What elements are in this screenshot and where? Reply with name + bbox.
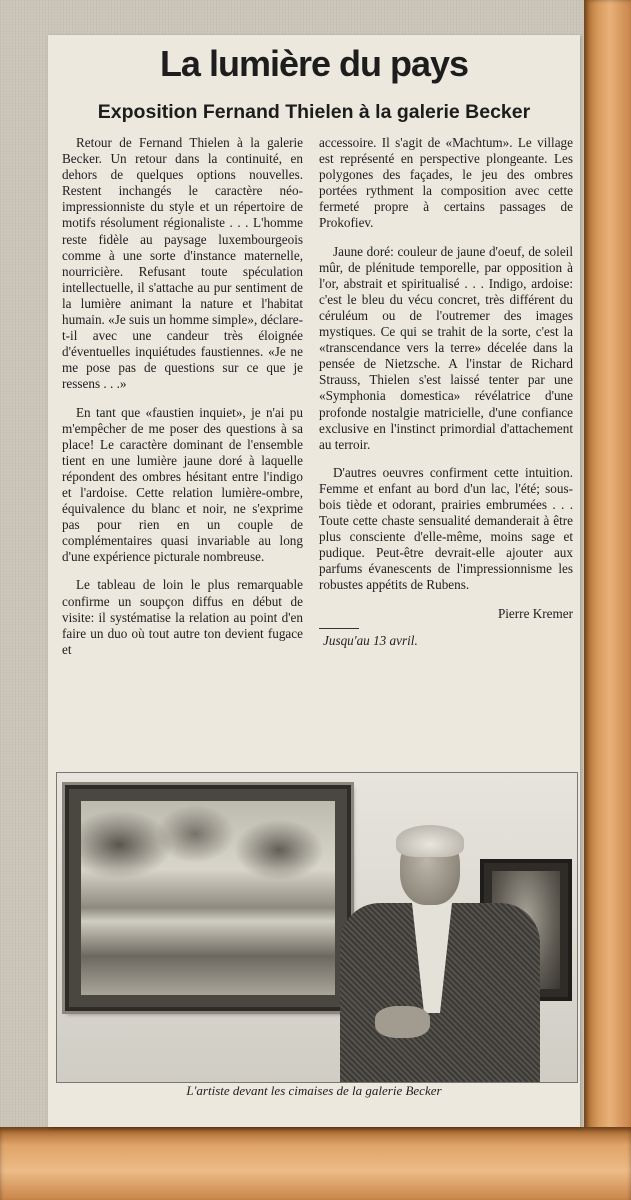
frame-right-edge bbox=[584, 0, 631, 1200]
article-photo bbox=[56, 772, 578, 1083]
article-paragraph: accessoire. Il s'agit de «Machtum». Le village est représenté en perspective plongeante. Les polygones des façades, le jeu des ombres portées rythment la composition avec cette fermeté propre à certains passages de Prokofiev. bbox=[319, 135, 573, 231]
article-subtitle: Exposition Fernand Thielen à la galerie Becker bbox=[97, 101, 531, 123]
article-paragraph: Le tableau de loin le plus remarquable confirme un soupçon diffus en début de visite: il systématise la relation au point d'en faire un duo où tout autre ton devient fugace et bbox=[62, 577, 303, 657]
exhibition-date: Jusqu'au 13 avril. bbox=[323, 632, 418, 648]
painting-canvas bbox=[81, 801, 335, 995]
photo-caption: L'artiste devant les cimaises de la galerie Becker bbox=[186, 1083, 442, 1098]
article-paragraph: Jaune doré: couleur de jaune d'oeuf, de soleil mûr, de plénitude temporelle, par opposition à l'or, abstrait et spiritualisé . . . Indigo, ardoise: c'est le bleu du vécu concret, très différent du céruléum ou de l'outremer des images mystiques. Ce qui se trahit de la sorte, c'est la «transcendance vers la terre» décelée dans la pensée de Nietzsche. A l'instar de Richard Strauss, Thielen s'est laissé tenter par une «Symphonia domestica» révélatrice d'une profonde nostalgie matricielle, d'une confiance exclusive en l'instinct primordial d'attachement au terroir. bbox=[319, 243, 573, 452]
article-column-left bbox=[62, 135, 303, 670]
divider-rule bbox=[319, 628, 359, 629]
artist-hair bbox=[396, 825, 464, 857]
artist-figure bbox=[340, 831, 540, 1081]
article-column-right bbox=[319, 135, 573, 661]
landscape-painting bbox=[65, 785, 351, 1011]
author-signature: Pierre Kremer bbox=[497, 605, 573, 621]
article-paragraph: Retour de Fernand Thielen à la galerie Becker. Un retour dans la continuité, en dehors de quelques options nouvelles. Restent inchangés le caractère néo-impressionniste du style et un répertoire de motifs résolument régionaliste . . . L'homme reste fidèle au paysage luxembourgeois comme à une sorte d'instance maternelle, nourricière. Refusant toute spéculation intellectuelle, il s'attache au pur sentiment de la lumière animant la nature et l'habitat humain. «Je suis un homme simple», déclare-t-il avec une candeur très éloignée d'éventuelles inquiétudes faustiennes. «Je ne me pose pas de questions sur ce que je ressens . . .» bbox=[62, 135, 303, 392]
article-paragraph: En tant que «faustien inquiet», je n'ai pu m'empêcher de me poser des questions à sa place! Le caractère dominant de l'ensemble tient en une lumière jaune doré à laquelle répondent des ombres hésitant entre l'indigo et l'ardoise. Cette relation lumière-ombre, équivalence du blanc et noir, ne s'exprime pas pour rien en un couple de complémentaires quasi invariable au long d'une expérience picturale nombreuse. bbox=[62, 404, 303, 565]
frame-bottom-edge bbox=[0, 1127, 631, 1200]
artist-hand bbox=[375, 1006, 430, 1038]
article-paragraph: D'autres oeuvres confirment cette intuition. Femme et enfant au bord d'un lac, l'été; sous-bois tiède et odorant, prairies embrumées . . . Toute cette chaste sensualité demanderait à être plus consciente d'elle-même, moins sage et pudique. Peut-être devrait-elle ajouter aux parfums évanescents de l'impressionnisme les robustes appétits de Rubens. bbox=[319, 464, 573, 593]
newspaper-clipping bbox=[48, 35, 580, 1127]
article-headline: La lumière du pays bbox=[159, 43, 469, 84]
painting-trees bbox=[81, 801, 335, 910]
